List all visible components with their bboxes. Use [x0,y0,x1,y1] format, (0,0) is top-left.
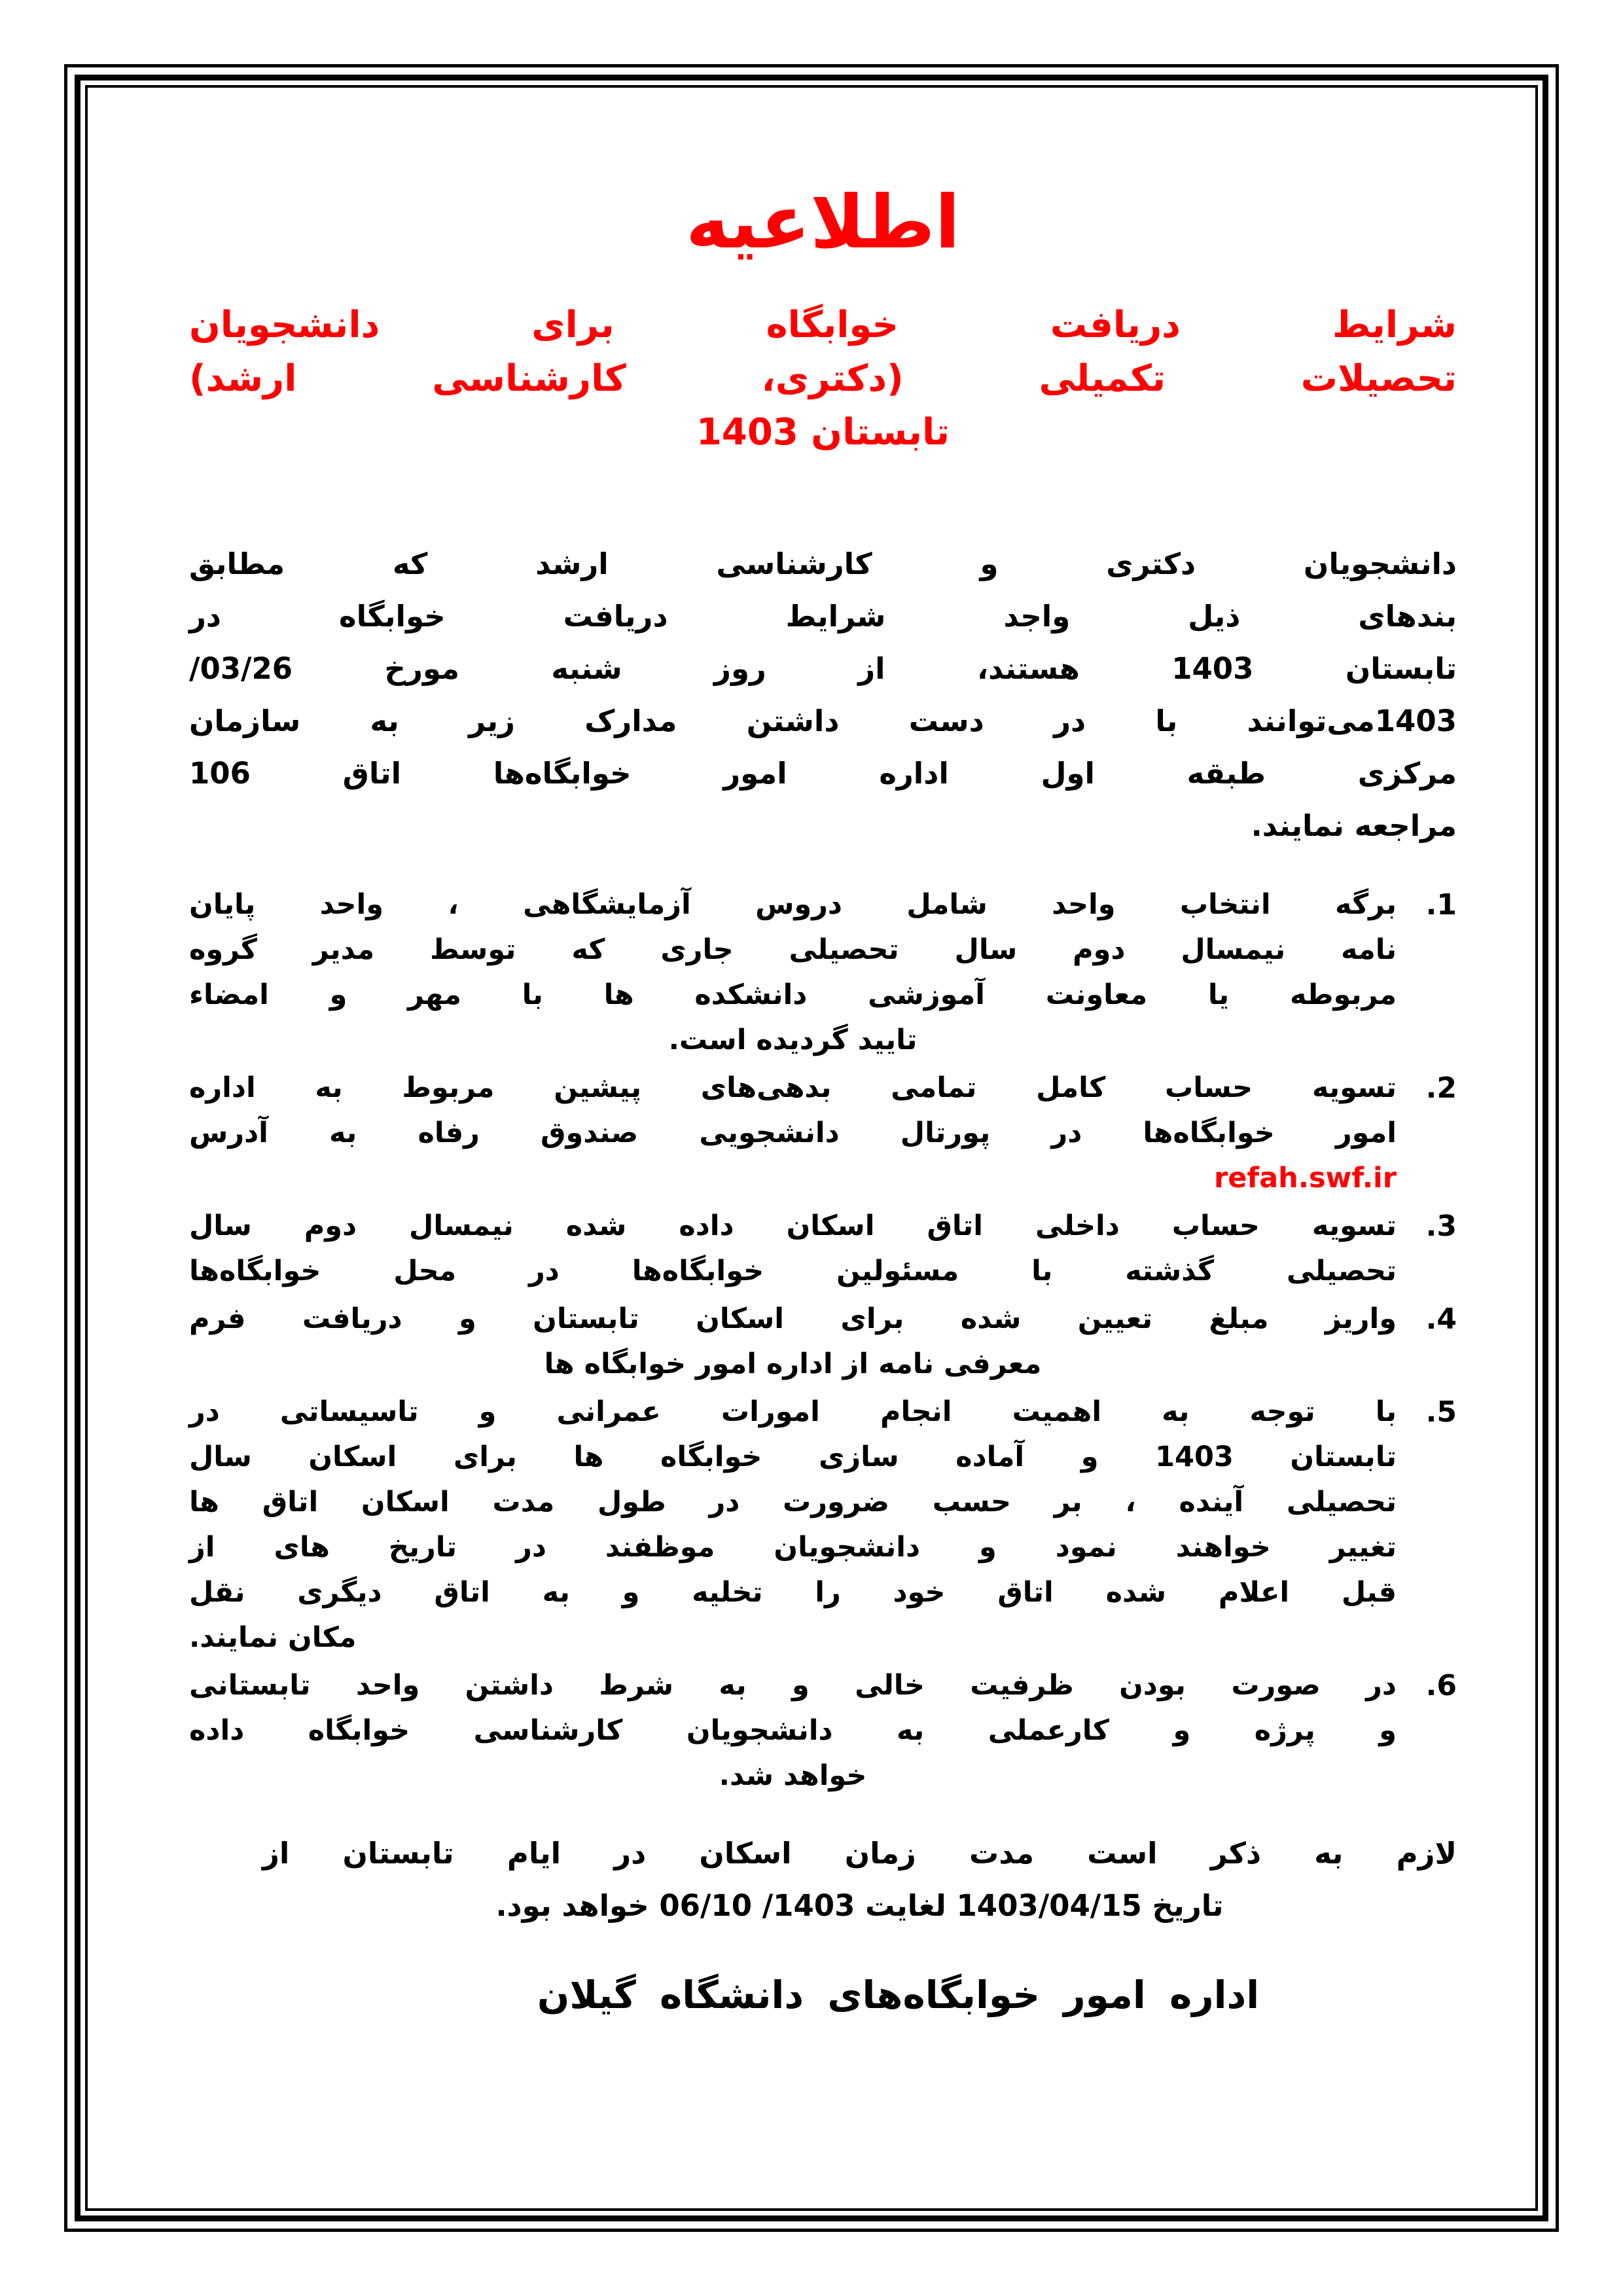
list-item-number: 3. [1425,1210,1457,1243]
refah-portal-url: refah.swf.ir [1214,1162,1397,1194]
text-line: تسویه حساب کامل تمامی بدهی‌های پیشین مربوط به اداره [189,1071,1397,1104]
text-line: تابستان 1403 [696,411,950,454]
text-line: امور خوابگاه‌ها در پورتال دانشجویی صندوق رفاه به آدرس [189,1117,1397,1149]
list-item-number: 4. [1425,1302,1457,1336]
list-item [189,1066,1457,1201]
text-line: تحصیلات تکمیلی (دکتری، کارشناسی ارشد) [189,357,1457,400]
text-line: تحصیلی آینده ، بر حسب ضرورت در طول مدت اسکان اتاق ها [189,1486,1397,1518]
text-line: تسویه حساب داخلی اتاق اسکان داده شده نیمسال دوم سال [189,1210,1397,1242]
text-line: معرفی نامه از اداره امور خوابگاه ها [544,1348,1042,1380]
list-item-text [189,1390,1397,1660]
announcement-subtitle [189,298,1457,459]
text-line: تابستان 1403 هستند، از روز شنبه مورخ 03/26/ [189,651,1457,686]
list-item-number: 2. [1425,1071,1457,1105]
text-line: شرایط دریافت خوابگاه برای دانشجویان [189,304,1457,346]
closing-note [262,1827,1457,1932]
text-line: تاریخ 1403/04/15 لغایت 1403/ 06/10 خواهد بود. [495,1888,1224,1923]
list-item [189,1297,1457,1387]
text-line: لازم به ذکر است مدت زمان اسکان در ایام تابستان از [262,1836,1457,1871]
list-item-number: 6. [1425,1669,1457,1702]
text-line: تابستان 1403 و آماده سازی خوابگاه ها برای اسکان سال [189,1441,1397,1473]
text-line: بندهای ذیل واجد شرایط دریافت خوابگاه در [189,599,1457,634]
list-item-text [189,1663,1397,1799]
list-item [189,882,1457,1063]
text-line: در صورت بودن ظرفیت خالی و به شرط داشتن واحد تابستانی [189,1669,1397,1702]
text-line: دانشجویان دکتری و کارشناسی ارشد که مطابق [189,547,1457,581]
list-item-number: 5. [1425,1395,1457,1429]
text-line: قبل اعلام شده اتاق خود را تخلیه و به اتاق دیگری نقل [189,1576,1397,1609]
list-item-text [189,1066,1397,1201]
list-item-text [189,1297,1397,1387]
list-item-text [189,882,1397,1063]
requirements-list [189,882,1457,1799]
text-line: تحصیلی گذشته با مسئولین خوابگاه‌ها در محل خوابگاه‌ها [189,1255,1397,1287]
text-line: واریز مبلغ تعیین شده برای اسکان تابستان و دریافت فرم [189,1302,1397,1335]
intro-paragraph [189,538,1457,852]
issuer-signature: اداره امور خوابگاه‌های دانشگاه گیلان [537,1973,1260,2017]
text-line: با توجه به اهمیت انجام امورات عمرانی و تاسیساتی در [189,1395,1397,1428]
text-line: 1403می‌توانند با در دست داشتن مدارک زیر به سازمان [189,704,1457,738]
list-item [189,1390,1457,1660]
list-item-text [189,1204,1397,1294]
text-line: خواهد شد. [719,1759,867,1792]
text-line: تغییر خواهند نمود و دانشجویان موظفند در تاریخ های از [189,1531,1397,1564]
text-line: تایید گردیده است. [668,1024,918,1056]
text-line: مراجعه نمایند. [1251,808,1457,843]
text-line: مرکزی طبقه اول اداره امور خوابگاه‌ها اتاق 106 [189,756,1457,791]
text-line: نامه نیمسال دوم سال تحصیلی جاری که توسط مدیر گروه [189,933,1397,966]
list-item [189,1204,1457,1294]
text-line: مکان نمایند. [189,1621,357,1654]
text-line: مربوطه یا معاونت آموزشی دانشکده ها با مهر و امضاء [189,978,1397,1011]
announcement-title: اطلاعیه [685,180,961,265]
text-line: برگه انتخاب واحد شامل دروس آزمایشگاهی ، واحد پایان [189,888,1397,921]
list-item-number: 1. [1425,888,1457,922]
text-line: و پرژه و کارعملی به دانشجویان کارشناسی خوابگاه داده [189,1714,1397,1747]
list-item [189,1663,1457,1799]
